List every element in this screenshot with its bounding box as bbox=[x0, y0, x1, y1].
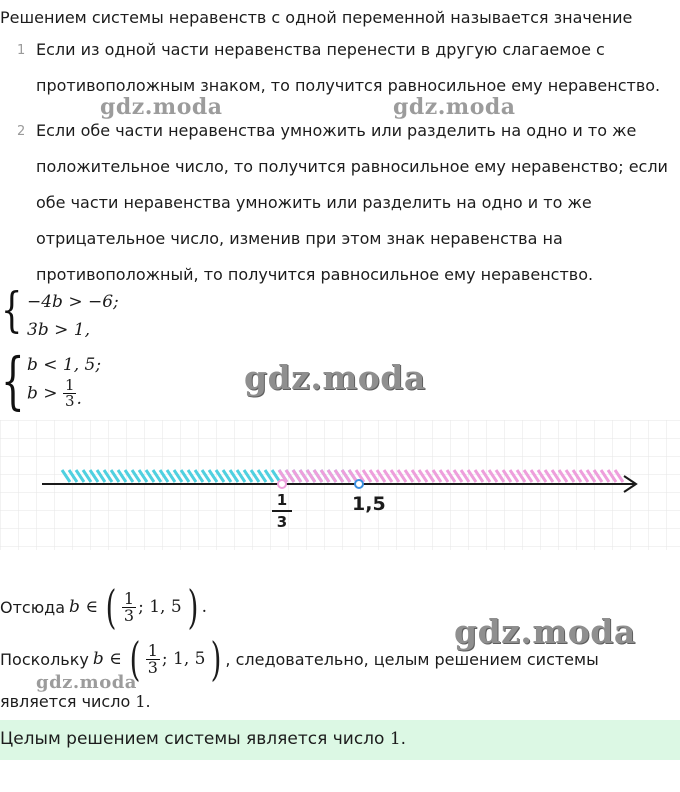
system-equation bbox=[27, 378, 82, 420]
fraction-denominator: 3 bbox=[276, 513, 288, 531]
fraction-denominator: 3 bbox=[64, 392, 75, 410]
rule-text-line: противоположный, то получится равносильное ему неравенство. bbox=[36, 265, 594, 284]
fraction-denominator: 3 bbox=[123, 605, 135, 625]
right-paren: ) bbox=[187, 580, 199, 634]
fraction-numerator: 1 bbox=[272, 493, 292, 512]
rule-text-line: отрицательное число, изменив при этом знак неравенства на bbox=[36, 229, 563, 248]
rule-number: 1 bbox=[17, 43, 26, 58]
watermark: gdz.moda bbox=[393, 94, 516, 120]
system-equation: 3b > 1, bbox=[27, 320, 90, 340]
conclusion-line-2 bbox=[0, 692, 151, 711]
integer-solution: 1 bbox=[135, 692, 146, 711]
math-set-membership: b ∈ bbox=[92, 649, 122, 669]
rule-text-line: Если обе части неравенства умножить или разделить на одно и то же bbox=[36, 121, 637, 140]
rule-text-line: противоположным знаком, то получится равносильное ему неравенство. bbox=[36, 76, 661, 95]
interval-upper: ; 1, 5 bbox=[138, 597, 182, 617]
answer-text bbox=[0, 729, 406, 749]
punctuation: . bbox=[201, 597, 207, 617]
math-set-membership: b ∈ bbox=[69, 597, 98, 617]
rule-number: 2 bbox=[17, 124, 26, 139]
fraction-numerator: 1 bbox=[123, 588, 135, 608]
axis-label-fraction bbox=[272, 493, 292, 530]
conclusion-line bbox=[0, 578, 207, 636]
fraction bbox=[63, 378, 77, 409]
fraction bbox=[146, 640, 160, 677]
open-point-left bbox=[278, 480, 286, 488]
intro-heading: Решением системы неравенств с одной переменной называется значение bbox=[0, 8, 633, 27]
system-equation: b < 1, 5; bbox=[27, 355, 102, 375]
axis-label-1-5: 1,5 bbox=[352, 493, 386, 515]
left-paren: ( bbox=[129, 632, 141, 686]
watermark: gdz.moda bbox=[100, 94, 223, 120]
conclusion-line bbox=[0, 630, 599, 688]
fraction-numerator: 1 bbox=[147, 640, 158, 660]
watermark: gdz.moda bbox=[454, 612, 636, 651]
inequality-lhs: b > bbox=[27, 383, 58, 404]
watermark: gdz.moda bbox=[244, 358, 426, 397]
fraction-denominator: 3 bbox=[147, 657, 158, 677]
conclusion-text: является число bbox=[0, 692, 131, 711]
punctuation: . bbox=[400, 729, 407, 749]
system-equation: −4b > −6; bbox=[27, 292, 119, 312]
number-line-figure bbox=[0, 420, 680, 550]
answer-number: 1 bbox=[389, 729, 401, 749]
left-paren: ( bbox=[105, 580, 117, 634]
right-paren: ) bbox=[211, 632, 222, 686]
rule-text-line: Если из одной части неравенства перенести в другую слагаемое с bbox=[36, 40, 605, 59]
system-brace: { bbox=[1, 344, 25, 417]
answer-sentence: Целым решением системы является число bbox=[0, 729, 385, 749]
fraction-numerator: 1 bbox=[64, 378, 75, 394]
watermark: gdz.moda bbox=[36, 672, 137, 693]
open-point-right bbox=[355, 480, 363, 488]
rule-text-line: положительное число, то получится равносильное ему неравенство; если bbox=[36, 157, 668, 176]
conclusion-suffix: , следовательно, целым решением системы bbox=[225, 649, 599, 669]
punctuation: . bbox=[145, 692, 151, 711]
rule-text-line: обе части неравенства умножить или разделить на одно и то же bbox=[36, 193, 592, 212]
conclusion-prefix: Поскольку bbox=[0, 649, 89, 669]
fraction bbox=[122, 588, 136, 625]
interval-upper: ; 1, 5 bbox=[161, 649, 206, 669]
punctuation: . bbox=[76, 389, 82, 409]
system-brace: { bbox=[1, 282, 23, 338]
conclusion-prefix: Отсюда bbox=[0, 597, 66, 617]
